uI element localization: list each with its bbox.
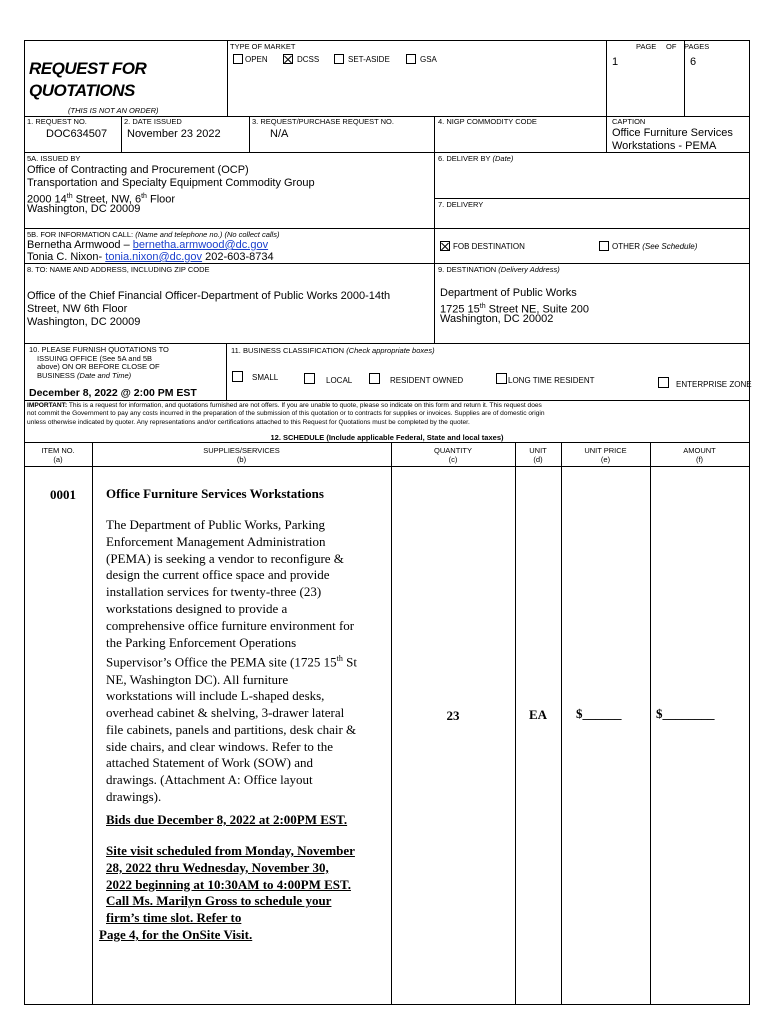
- to-address-label: 8. TO: NAME AND ADDRESS, INCLUDING ZIP CODE: [27, 265, 210, 274]
- furnish-quotations: 10. PLEASE FURNISH QUOTATIONS TO ISSUING OFFICE (See 5A and 5B above) ON OR BEFORE CLOSE OF BUSINESS (Date and Time): [29, 345, 169, 380]
- destination-line1: Department of Public Works: [440, 287, 577, 299]
- bids-due-notice: Bids due December 8, 2022 at 2:00PM EST.: [106, 812, 348, 827]
- schedule-title: 12. SCHEDULE (Include applicable Federal, State and local taxes): [270, 433, 504, 442]
- to-address-line3: Washington, DC 20009: [27, 316, 141, 328]
- item-unit-price[interactable]: $______: [576, 706, 622, 721]
- resident-owned-checkbox[interactable]: [369, 373, 380, 384]
- market-setaside-checkbox[interactable]: [334, 54, 344, 64]
- issued-by-line2: Transportation and Specialty Equipment Commodity Group: [27, 177, 315, 189]
- email-link-armwood[interactable]: bernetha.armwood@dc.gov: [132, 239, 269, 251]
- item-amount[interactable]: $________: [656, 706, 715, 721]
- page-number: 1: [612, 56, 619, 68]
- form-title-line1: REQUEST FOR: [29, 59, 147, 78]
- purchase-request-label: 3. REQUEST/PURCHASE REQUEST NO.: [252, 117, 394, 126]
- market-type-label: TYPE OF MARKET: [230, 42, 296, 51]
- date-issued-value: November 23 2022: [127, 128, 221, 140]
- quote-due-date: December 8, 2022 @ 2:00 PM EST: [29, 387, 197, 399]
- pages-total: 6: [690, 56, 697, 68]
- delivery-label: 7. DELIVERY: [438, 200, 484, 209]
- to-address-line2: Street, NW 6th Floor: [27, 303, 128, 315]
- contact-2: Tonia C. Nixon- tonia.nixon@dc.gov 202-603-8734: [27, 251, 274, 263]
- issued-by-label: 5A. ISSUED BY: [27, 154, 81, 163]
- deliver-by-label: 6. DELIVER BY (Date): [438, 154, 514, 163]
- col-unit-price: UNIT PRICE (e): [584, 446, 627, 464]
- enterprise-zone-label: ENTERPRISE ZONE: [676, 380, 752, 389]
- item-quantity: 23: [446, 708, 460, 723]
- market-dcss-label: DCSS: [297, 55, 320, 64]
- long-time-resident-checkbox[interactable]: [496, 373, 507, 384]
- of-label: OF: [666, 42, 677, 51]
- fob-destination-checkbox[interactable]: [440, 241, 450, 251]
- resident-owned-label: RESIDENT OWNED: [390, 376, 464, 385]
- destination-line2: 1725 15th Street NE, Suite 200: [440, 303, 589, 316]
- destination-line3: Washington, DC 20002: [440, 313, 554, 325]
- col-item: ITEM NO. (a): [41, 446, 75, 464]
- issued-by-line4: Washington, DC 20009: [27, 203, 141, 215]
- item-title: Office Furniture Services Workstations: [106, 486, 324, 501]
- not-order-notice: (THIS IS NOT AN ORDER): [68, 106, 159, 115]
- site-visit-notice: Site visit scheduled from Monday, November 28, 2022 thru Wednesday, November 30, 2022 beginning at 10:30AM to 4:00PM EST. Call Ms. Marilyn Gross to schedule your firm’s time slot. Refer to Page 4, for the OnSite Visit.: [99, 843, 355, 942]
- pages-label: PAGES: [684, 42, 710, 51]
- col-supplies: SUPPLIES/SERVICES (b): [203, 446, 280, 464]
- issued-by-line1: Office of Contracting and Procurement (OCP): [27, 164, 249, 176]
- important-notice: IMPORTANT: This is a request for information, and quotations furnished are not offers. If you are unable to quote, please so indicate on this form and return it. This request does not commit the Government to pay any costs incurred in the preparation of the submission of this quotation or to contracts for supplies or invoices. Supplies are of domestic origin unless otherwise indicated by quoter. Any representations and/or certifications attached to this Request for Quotations must be completed by the quoter.: [27, 402, 545, 426]
- request-no-label: 1. REQUEST NO.: [27, 117, 87, 126]
- business-class-label: 11. BUSINESS CLASSIFICATION (Check appropriate boxes): [231, 346, 435, 355]
- caption-line2: Workstations - PEMA: [612, 140, 717, 152]
- date-issued-label: 2. DATE ISSUED: [124, 117, 182, 126]
- nigp-label: 4. NIGP COMMODITY CODE: [438, 117, 537, 126]
- col-unit: UNIT (d): [529, 446, 547, 464]
- item-unit: EA: [528, 707, 548, 722]
- market-open-checkbox[interactable]: [233, 54, 243, 64]
- market-open-label: OPEN: [245, 55, 268, 64]
- form-title: [29, 58, 146, 102]
- request-no-value: DOC634507: [46, 128, 108, 140]
- caption-label: CAPTION: [612, 117, 646, 126]
- col-amount: AMOUNT (f): [683, 446, 716, 464]
- market-setaside-label: SET-ASIDE: [348, 55, 390, 64]
- info-call-label: 5B. FOR INFORMATION CALL: (Name and telephone no.) (No collect calls): [27, 230, 280, 239]
- small-label: SMALL: [252, 373, 279, 382]
- small-checkbox[interactable]: [232, 371, 243, 382]
- page-label: PAGE: [636, 42, 657, 51]
- local-label: LOCAL: [326, 376, 353, 385]
- other-label: OTHER (See Schedule): [612, 242, 698, 251]
- to-address-line1: Office of the Chief Financial Officer-Department of Public Works 2000-14th: [27, 290, 391, 302]
- purchase-request-value: N/A: [270, 128, 289, 140]
- email-link-nixon[interactable]: tonia.nixon@dc.gov: [105, 251, 203, 263]
- contact-1: Bernetha Armwood – bernetha.armwood@dc.gov: [27, 239, 269, 251]
- other-checkbox[interactable]: [599, 241, 609, 251]
- col-quantity: QUANTITY (c): [434, 446, 472, 464]
- long-time-resident-label: LONG TIME RESIDENT: [508, 376, 595, 385]
- destination-label: 9. DESTINATION (Delivery Address): [438, 265, 560, 274]
- issued-by-line3: 2000 14th Street, NW, 6th Floor: [27, 193, 176, 206]
- market-dcss-checkbox[interactable]: [283, 54, 293, 64]
- item-number: 0001: [50, 487, 76, 502]
- form-title-line2: QUOTATIONS: [29, 81, 135, 100]
- caption-line1: Office Furniture Services: [612, 127, 733, 139]
- fob-destination-label: FOB DESTINATION: [453, 242, 525, 251]
- item-description: The Department of Public Works, Parking Enforcement Management Administration (PEMA) is seeking a vendor to reconfigure & design the current office space and provide installation services for twenty-three (23) workstations designed to provide a comprehensive office furniture environment for the Parking Enforcement Operations Supervisor’s Office the PEMA site (1725 15th St NE, Washington DC). All furniture workstations will include L-shaped desks, overhead cabinet & shelving, 3-drawer lateral file cabinets, panels and partitions, desk chair & side chairs, and clear windows. Refer to the attached Statement of Work (SOW) and drawings. (Attachment A: Office layout drawings).: [106, 517, 357, 805]
- local-checkbox[interactable]: [304, 373, 315, 384]
- market-gsa-label: GSA: [420, 55, 437, 64]
- market-gsa-checkbox[interactable]: [406, 54, 416, 64]
- enterprise-zone-checkbox[interactable]: [658, 377, 669, 388]
